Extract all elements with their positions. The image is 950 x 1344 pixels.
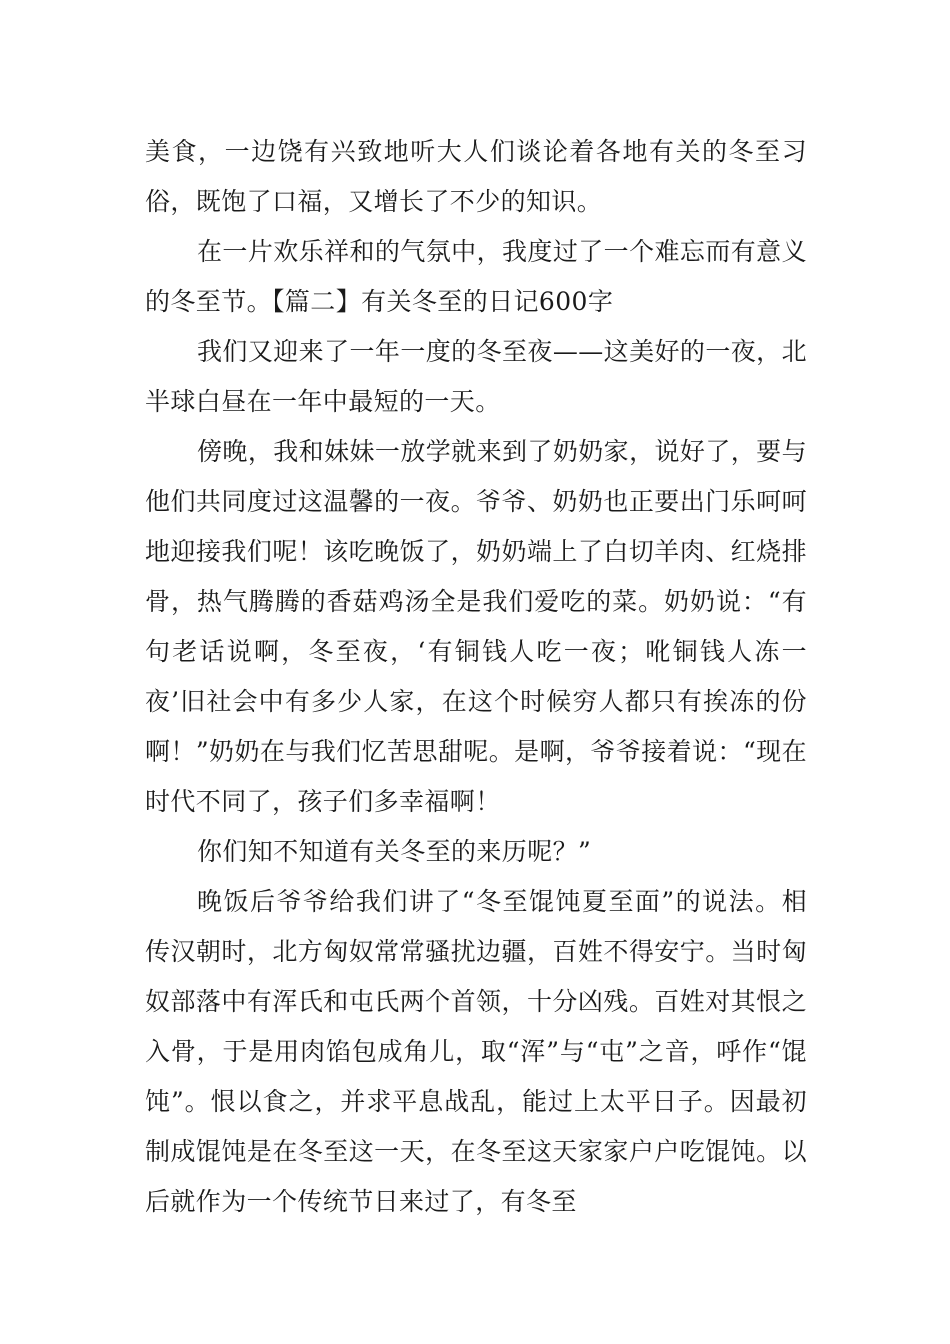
paragraph-4: 傍晚，我和妹妹一放学就来到了奶奶家，说好了，要与他们共同度过这温馨的一夜。爷爷、奶奶也正要出门乐呵呵地迎接我们呢！该吃晚饭了，奶奶端上了白切羊肉、红烧排骨，热气腾腾的香菇鸡汤全是我们爱吃的菜。奶奶说：“有句老话说啊，冬至夜，‘有铜钱人吃一夜；吪铜钱人冻一夜’旧社会中有多少人家，在这个时候穷人都只有挨冻的份啊！”奶奶在与我们忆苦思甜呢。是啊，爷爷接着说：“现在时代不同了，孩子们多幸福啊！ bbox=[145, 437, 807, 816]
paragraph-6: 晚饭后爷爷给我们讲了“冬至馄饨夏至面”的说法。相传汉朝时，北方匈奴常常骚扰边疆，百姓不得安宁。当时匈奴部落中有浑氏和屯氏两个首领，十分凶残。百姓对其恨之入骨，于是用肉馅包成角儿，取“浑”与“屯”之音，呼作“馄饨”。恨以食之，并求平息战乱，能过上太平日子。因最初制成馄饨是在冬至这一天，在冬至这天家家户户吃馄饨。以后就作为一个传统节日来过了，有冬至 bbox=[145, 887, 807, 1216]
document-body bbox=[145, 127, 807, 1227]
paragraph-2: 在一片欢乐祥和的气氛中，我度过了一个难忘而有意义的冬至节。【篇二】有关冬至的日记600字 bbox=[145, 237, 807, 316]
paragraph-5: 你们知不知道有关冬至的来历呢？” bbox=[197, 837, 592, 866]
paragraph-3: 我们又迎来了一年一度的冬至夜——这美好的一夜，北半球白昼在一年中最短的一天。 bbox=[145, 337, 807, 416]
paragraph-1: 美食，一边饶有兴致地听大人们谈论着各地有关的冬至习俗，既饱了口福，又增长了不少的知识。 bbox=[145, 137, 807, 216]
